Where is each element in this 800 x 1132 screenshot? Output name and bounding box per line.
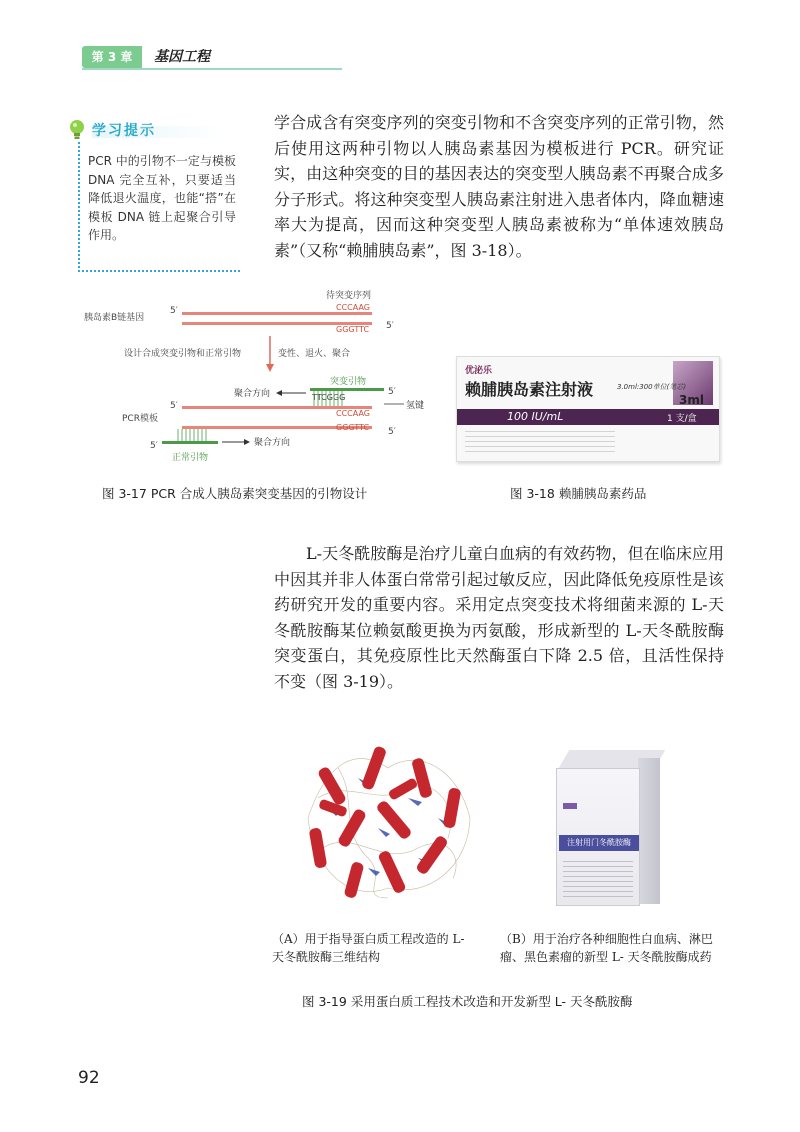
box-side bbox=[638, 758, 660, 904]
caption-b-label: （B） bbox=[500, 932, 533, 946]
hydrogen-bonds-bottom bbox=[178, 429, 206, 441]
drug-brand: 优泌乐 bbox=[465, 366, 493, 376]
label-mutant-primer: 突变引物 bbox=[330, 377, 367, 387]
prime-5-top-right: 5′ bbox=[386, 321, 394, 331]
caption-fig-3-19-b bbox=[500, 930, 722, 966]
drug-volume: 3ml bbox=[679, 393, 704, 407]
drug-fine-print bbox=[465, 431, 615, 455]
label-pcr-template: PCR模板 bbox=[122, 414, 158, 424]
label-mutation-sequence: 待突变序列 bbox=[326, 291, 372, 301]
primer-design-diagram bbox=[84, 288, 444, 474]
page-number: 92 bbox=[78, 1068, 100, 1088]
label-direction-1: 聚合方向 bbox=[234, 389, 271, 399]
drug-vial-box-image bbox=[556, 744, 662, 904]
tip-text: PCR 中的引物不一定与模板 DNA 完全互补，只要适当降低退火温度，也能“搭”在模板 DNA 链上起聚合引导作用。 bbox=[88, 154, 236, 242]
label-normal-primer: 正常引物 bbox=[172, 453, 209, 463]
direction-arrow-2-head bbox=[244, 439, 250, 445]
drug-pack: 1 支/盒 bbox=[667, 414, 697, 424]
chapter-title: 基因工程 bbox=[154, 49, 210, 65]
seq-top-1: CCCAAG bbox=[336, 303, 370, 312]
step-text: 设计合成突变引物和正常引物 bbox=[124, 349, 242, 359]
label-direction-2: 聚合方向 bbox=[254, 438, 291, 448]
drug-box-image bbox=[456, 356, 720, 462]
protein-structure-image bbox=[298, 738, 480, 910]
box-fine-print bbox=[563, 861, 633, 901]
drug-name: 赖脯胰岛素注射液 bbox=[465, 380, 594, 399]
prime-5-template: 5′ bbox=[170, 401, 178, 411]
mutant-primer-strand bbox=[310, 388, 384, 391]
label-hydrogen-bond: 氢键 bbox=[406, 401, 425, 411]
box-band-label: 注射用门冬酰胺酶 bbox=[559, 835, 639, 851]
seq-mid: CCCAAG bbox=[336, 409, 370, 418]
caption-a-text: 用于指导蛋白质工程改造的 L- 天冬酰胺酶三维结构 bbox=[272, 932, 465, 964]
paragraph-1: 学合成含有突变序列的突变引物和不含突变序列的正常引物，然后使用这两种引物以人胰岛素基因为模板进行 PCR。研究证实，由这种突变的目的基因表达的突变型人胰岛素不再聚合成多分子形式。将这种突变型人胰岛素注射进入患者体内，降血糖速率大为提高，因而这种突变型人胰岛素被称为“单体速效胰岛素”（又称“赖脯胰岛素”，图 3-18）。 bbox=[274, 113, 724, 260]
prime-5-top: 5′ bbox=[170, 306, 178, 316]
tip-title: 学习提示 bbox=[92, 123, 156, 139]
prime-5-template-right: 5′ bbox=[388, 427, 396, 437]
caption-fig-3-18: 图 3-18 赖脯胰岛素药品 bbox=[510, 486, 647, 501]
label-insulin-gene: 胰岛素B链基因 bbox=[84, 313, 145, 323]
seq-bot: GGGTTC bbox=[336, 423, 370, 432]
paragraph-2: L-天冬酰胺酶是治疗儿童白血病的有效药物，但在临床应用中因其并非人体蛋白常常引起过敏反应，因此降低免疫原性是该药研究开发的重要内容。采用定点突变技术将细菌来源的 L-天冬酰胺酶某位赖氨酸更换为丙氨酸，形成新型的 L-天冬酰胺酶突变蛋白，其免疫原性比天然酶蛋白下降 2.5 倍，且活性保持不变（图 3-19）。 bbox=[274, 544, 724, 691]
box-logo bbox=[563, 803, 577, 809]
normal-primer-strand bbox=[162, 441, 218, 444]
seq-primer: TTCGGG bbox=[312, 393, 346, 402]
step-arrow-head bbox=[266, 364, 274, 372]
step-text-2: 变性、退火、聚合 bbox=[278, 349, 351, 359]
caption-a-label: （A） bbox=[272, 932, 305, 946]
drug-dose: 100 IU/mL bbox=[507, 410, 564, 423]
seq-top-2: GGGTTC bbox=[336, 325, 370, 334]
dna-strand-top-1 bbox=[182, 312, 372, 315]
prime-5-primer: 5′ bbox=[388, 387, 396, 397]
lightbulb-icon bbox=[68, 119, 86, 141]
header-divider bbox=[82, 68, 342, 70]
caption-fig-3-19: 图 3-19 采用蛋白质工程技术改造和开发新型 L- 天冬酰胺酶 bbox=[302, 994, 633, 1009]
prime-5-normal: 5′ bbox=[150, 441, 158, 451]
caption-fig-3-17: 图 3-17 PCR 合成人胰岛素突变基因的引物设计 bbox=[102, 486, 368, 501]
drug-spec: 3.0ml:300单位(笔芯) bbox=[617, 383, 687, 391]
caption-b-text: 用于治疗各种细胞性白血病、淋巴瘤、黑色素瘤的新型 L- 天冬酰胺酶成药 bbox=[500, 932, 713, 964]
box-front bbox=[556, 768, 640, 906]
caption-fig-3-19-a bbox=[272, 930, 472, 966]
chapter-tag: 第 3 章 bbox=[82, 46, 142, 68]
direction-arrow-1-head bbox=[276, 390, 282, 396]
